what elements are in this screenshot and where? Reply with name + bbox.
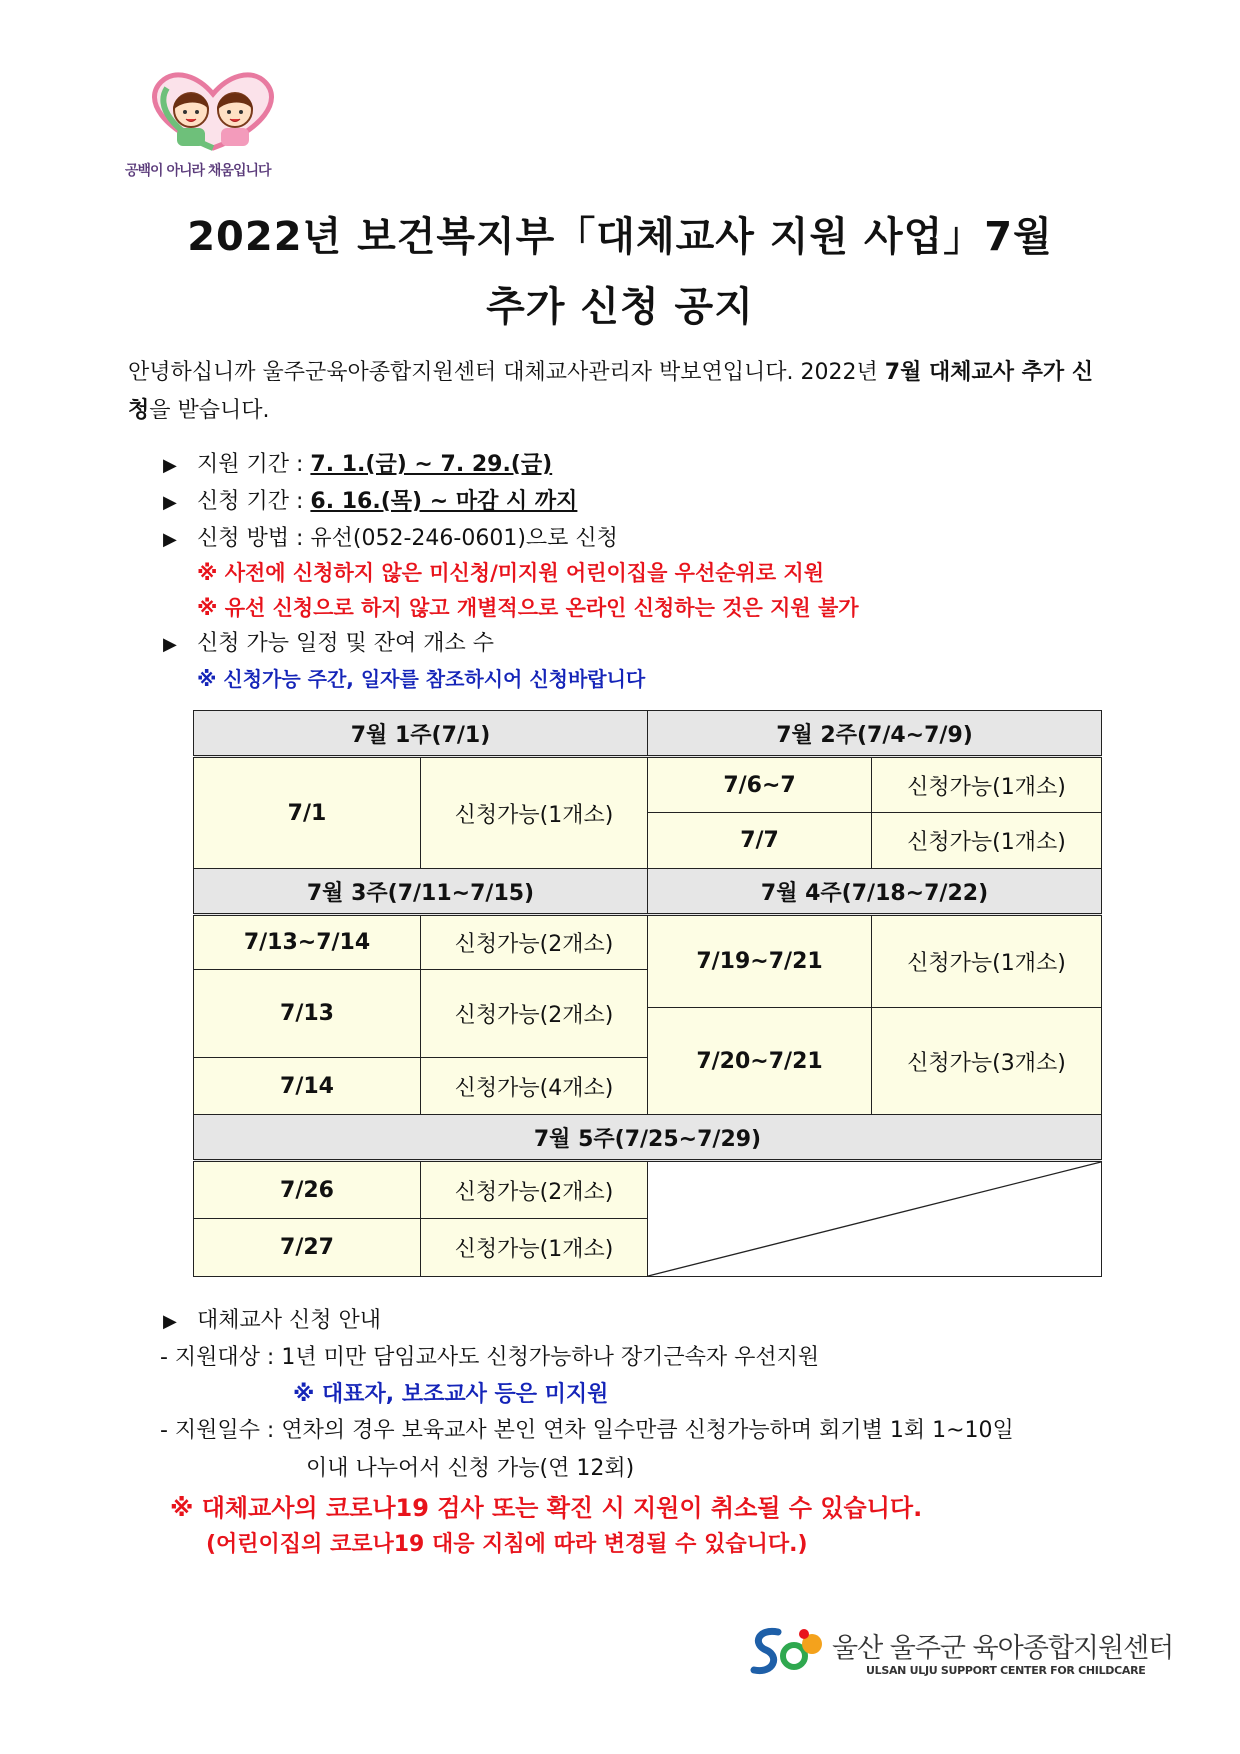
covid-warning-sub: (어린이집의 코로나19 대응 지침에 따라 변경될 수 있습니다.) <box>206 1532 808 1557</box>
center-logo-top <box>125 70 325 180</box>
week2-header: 7월 2주(7/4~7/9) <box>648 711 1102 757</box>
support-period-label: 지원 기간 : <box>197 452 311 477</box>
week5-status-1: 신청가능(2개소) <box>421 1161 648 1219</box>
week1-status: 신청가능(1개소) <box>421 757 648 869</box>
note-priority: ※ 사전에 신청하지 않은 미신청/미지원 어린이집을 우선순위로 지원 <box>197 561 824 585</box>
intro-text-1: 안녕하십니까 울주군육아종합지원센터 대체교사관리자 박보연입니다. 2022년 <box>128 360 885 385</box>
guide-heading-line <box>163 1303 381 1334</box>
schedule-label-line <box>163 626 494 657</box>
apply-method-text: 신청 방법 : 유선(052-246-0601)으로 신청 <box>197 526 618 551</box>
week3-date-1: 7/13~7/14 <box>194 915 421 970</box>
week4-header: 7월 4주(7/18~7/22) <box>648 869 1102 915</box>
week3-header: 7월 3주(7/11~7/15) <box>194 869 648 915</box>
intro-paragraph <box>128 354 1113 430</box>
guide-days-line2: 이내 나누어서 신청 가능(연 12회) <box>306 1456 635 1481</box>
week2-status-1: 신청가능(1개소) <box>872 757 1102 813</box>
week5-status-2: 신청가능(1개소) <box>421 1219 648 1277</box>
week4-date-1: 7/19~7/21 <box>648 915 872 1008</box>
triangle-bullet-icon: ▶ <box>163 529 177 550</box>
week4-status-2: 신청가능(3개소) <box>872 1008 1102 1115</box>
week3-status-1: 신청가능(2개소) <box>421 915 648 970</box>
apply-period-value: 6. 16.(목) ~ 마감 시 까지 <box>310 489 578 514</box>
schedule-label: 신청 가능 일정 및 잔여 개소 수 <box>197 631 494 656</box>
notice-title-line1: 2022년 보건복지부「대체교사 지원 사업」7월 <box>187 214 1053 260</box>
triangle-bullet-icon: ▶ <box>163 1311 177 1332</box>
guide-target: - 지원대상 : 1년 미만 담임교사도 신청가능하나 장기근속자 우선지원 <box>160 1345 820 1370</box>
schedule-table <box>193 710 1102 1277</box>
week2-status-2: 신청가능(1개소) <box>872 813 1102 869</box>
guide-days-line1: - 지원일수 : 연차의 경우 보육교사 본인 연차 일수만큼 신청가능하며 회기별 1회 1~10일 <box>160 1418 1014 1443</box>
triangle-bullet-icon: ▶ <box>163 492 177 513</box>
week3-status-3: 신청가능(4개소) <box>421 1058 648 1115</box>
center-name-korean: 울산 울주군 육아종합지원센터 <box>832 1633 1174 1664</box>
apply-period-label: 신청 기간 : <box>197 489 311 514</box>
week4-status-1: 신청가능(1개소) <box>872 915 1102 1008</box>
guide-target-note: ※ 대표자, 보조교사 등은 미지원 <box>293 1382 609 1407</box>
week3-date-2: 7/13 <box>194 970 421 1058</box>
guide-heading: 대체교사 신청 안내 <box>197 1308 382 1333</box>
week2-date-2: 7/7 <box>648 813 872 869</box>
covid-warning: ※ 대체교사의 코로나19 검사 또는 확진 시 지원이 취소될 수 있습니다. <box>170 1494 923 1522</box>
week1-header: 7월 1주(7/1) <box>194 711 648 757</box>
week2-date-1: 7/6~7 <box>648 757 872 813</box>
support-period-value: 7. 1.(금) ~ 7. 29.(금) <box>310 452 553 477</box>
apply-period-line <box>163 484 577 515</box>
week5-header: 7월 5주(7/25~7/29) <box>194 1115 1102 1161</box>
week3-status-2: 신청가능(2개소) <box>421 970 648 1058</box>
week5-date-2: 7/27 <box>194 1219 421 1277</box>
apply-method-line <box>163 521 618 552</box>
intro-text-2: 을 받습니다. <box>149 398 270 423</box>
notice-title-line2: 추가 신청 공지 <box>486 284 754 330</box>
week4-date-2: 7/20~7/21 <box>648 1008 872 1115</box>
triangle-bullet-icon: ▶ <box>163 455 177 476</box>
center-symbol-icon <box>748 1622 828 1680</box>
intro-bold: 7월 대체교사 추가 신청 <box>128 360 1094 423</box>
week1-date: 7/1 <box>194 757 421 869</box>
center-name-english: ULSAN ULJU SUPPORT CENTER FOR CHILDCARE <box>866 1664 1146 1677</box>
teachers-heart-illustration <box>143 70 283 156</box>
logo-slogan: 공백이 아니라 채움입니다 <box>125 163 271 179</box>
note-online-not-allowed: ※ 유선 신청으로 하지 않고 개별적으로 온라인 신청하는 것은 지원 불가 <box>197 596 859 620</box>
week3-date-3: 7/14 <box>194 1058 421 1115</box>
week5-empty-cell <box>648 1161 1102 1277</box>
schedule-note: ※ 신청가능 주간, 일자를 참조하시어 신청바랍니다 <box>197 667 646 691</box>
center-logo-bottom <box>748 1622 1174 1682</box>
support-period-line <box>163 447 552 478</box>
triangle-bullet-icon: ▶ <box>163 634 177 655</box>
diagonal-line <box>648 1162 1101 1276</box>
week5-date-1: 7/26 <box>194 1161 421 1219</box>
